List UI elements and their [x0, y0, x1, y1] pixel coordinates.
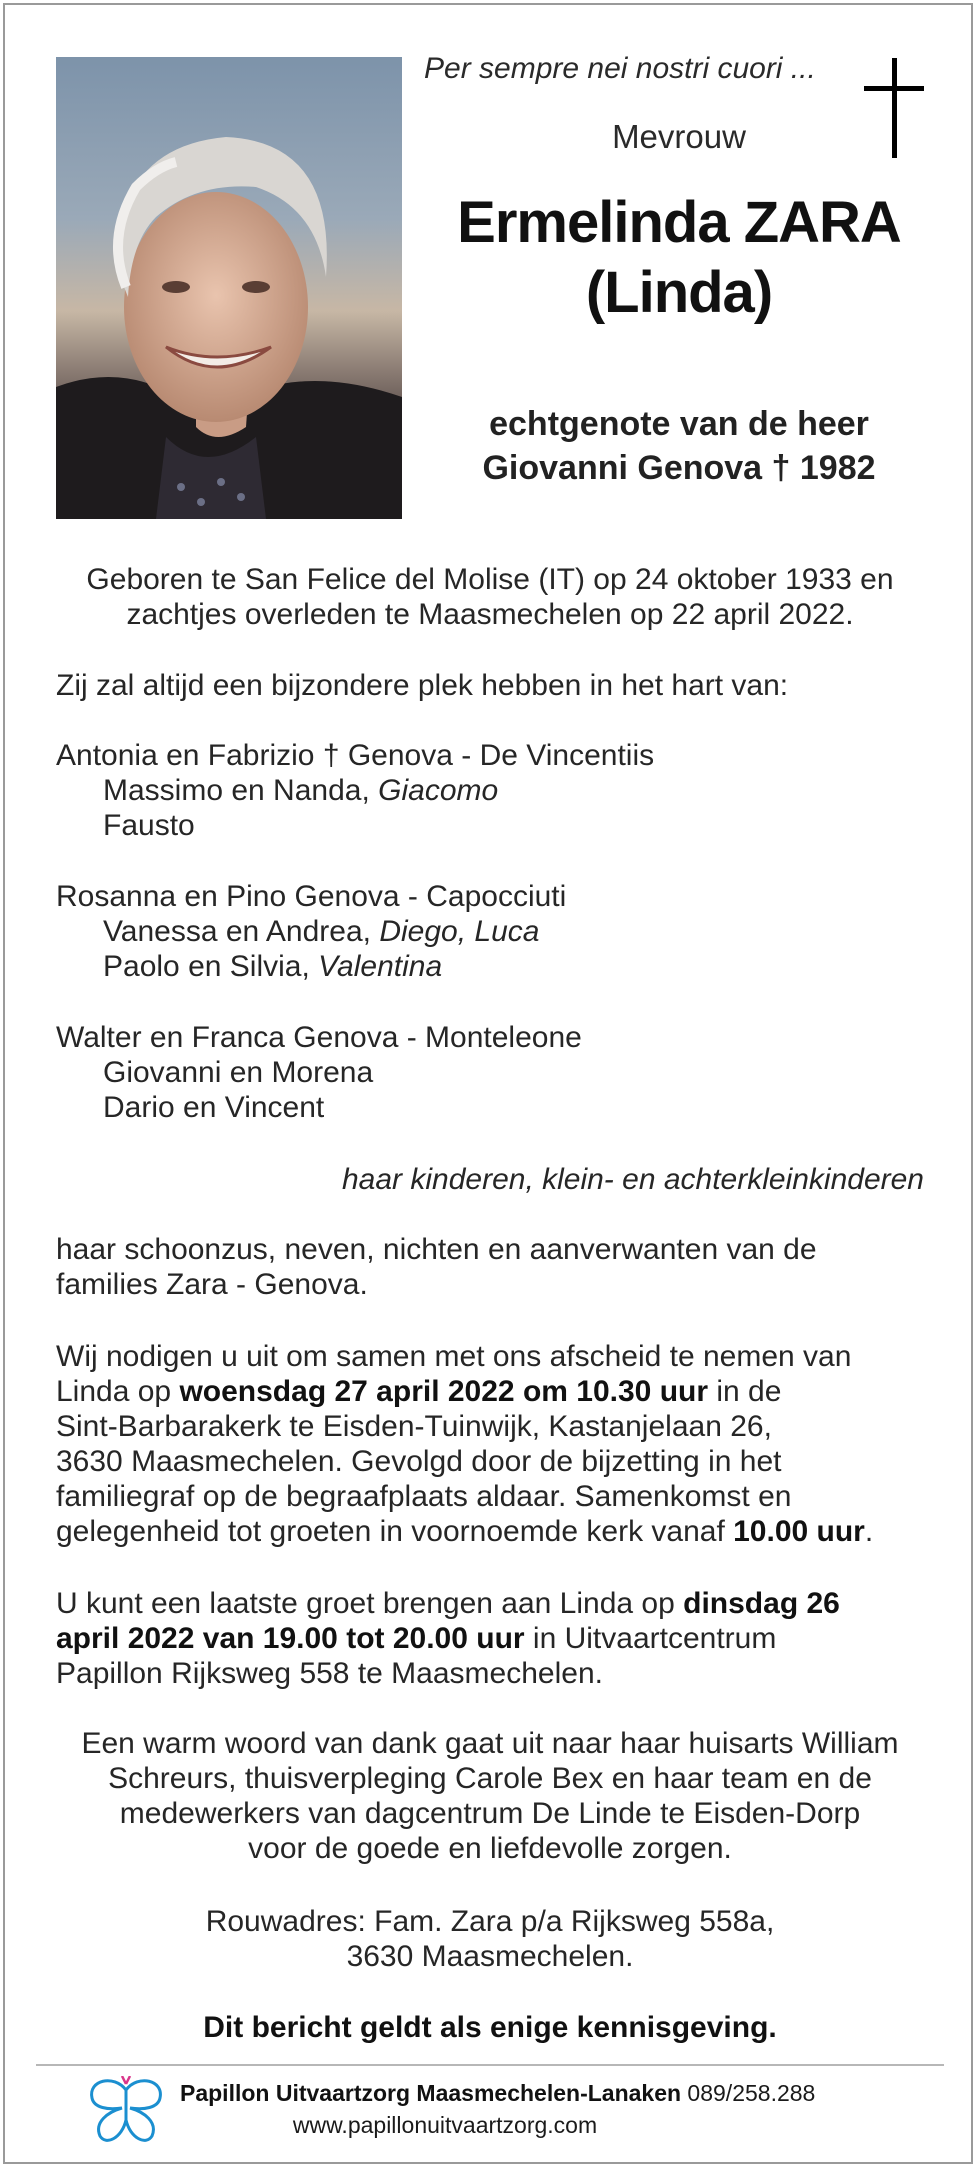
notice-text: Dit bericht geldt als enige kennisgeving.	[203, 2011, 777, 2044]
intro-text: Zij zal altijd een bijzondere plek hebben in het hart van:	[56, 669, 789, 702]
name-line-1: Ermelinda ZARA	[457, 190, 901, 255]
funeral-details: Wij nodigen u uit om samen met ons afscheid te nemen van Linda op woensdag 27 april 2022 om 10.30 uur in de Sint-Barbarakerk te Eisden-Tuinwijk, Kastanjelaan 26, 3630 Maasmechelen. Gevolgd door de bijzetting in het familiegraf op de begraafplaats aldaar. Samenkomst en gelegenheid tot groeten in voornoemde kerk vanaf 10.00 uur.	[56, 1340, 874, 1548]
family-member: Fausto	[103, 809, 195, 842]
motto: Per sempre nei nostri cuori ...	[424, 52, 816, 85]
mourning-address: Rouwadres: Fam. Zara p/a Rijksweg 558a, 3630 Maasmechelen.	[205, 1905, 775, 1973]
phone-number: 089/258.288	[681, 2080, 816, 2106]
family-member: Dario en Vincent	[103, 1091, 325, 1124]
company-name: Papillon Uitvaartzorg Maasmechelen-Lanaken	[180, 2080, 682, 2106]
visitation-details: U kunt een laatste groet brengen aan Linda op dinsdag 26 april 2022 van 19.00 tot 20.00 uur in Uitvaartcentrum Papillon Rijksweg 558 te Maasmechelen.	[56, 1587, 840, 1690]
deceased-name	[424, 188, 934, 328]
family-group-3	[56, 1020, 924, 1125]
family-group-1	[56, 738, 924, 843]
footer-divider	[36, 2064, 944, 2066]
family-head: Rosanna en Pino Genova - Capocciuti	[56, 880, 567, 913]
funeral-home-info	[180, 2080, 940, 2107]
portrait-illustration	[56, 57, 402, 519]
spouse-line-2: Giovanni Genova † 1982	[482, 449, 876, 487]
children-label: haar kinderen, klein- en achterkleinkinderen	[341, 1163, 924, 1196]
family-group-2	[56, 879, 924, 984]
spouse-info	[424, 402, 934, 490]
name-line-2: (Linda)	[585, 260, 773, 325]
family-member: Paolo en Silvia, Valentina	[103, 950, 443, 983]
relatives-text: haar schoonzus, neven, nichten en aanverwanten van de families Zara - Genova.	[56, 1233, 817, 1301]
thanks-text: Een warm woord van dank gaat uit naar haar huisarts William Schreurs, thuisverpleging Carole Bex en haar team en de medewerkers van dagcentrum De Linde te Eisden-Dorp voor de goede en liefdevolle zorgen.	[81, 1727, 899, 1865]
honorific: Mevrouw	[612, 118, 746, 155]
butterfly-logo-icon	[86, 2076, 166, 2146]
family-head: Antonia en Fabrizio † Genova - De Vincentiis	[56, 739, 655, 772]
family-member: Vanessa en Andrea, Diego, Luca	[103, 915, 540, 948]
family-member: Massimo en Nanda, Giacomo	[103, 774, 499, 807]
spouse-line-1: echtgenote van de heer	[489, 405, 869, 443]
family-head: Walter en Franca Genova - Monteleone	[56, 1021, 582, 1054]
family-member: Giovanni en Morena	[103, 1056, 374, 1089]
portrait-photo	[56, 57, 402, 519]
website-link[interactable]: www.papillonuitvaartzorg.com	[292, 2112, 598, 2138]
birth-death-info: Geboren te San Felice del Molise (IT) op 24 oktober 1933 en zachtjes overleden te Maasmechelen op 22 april 2022.	[86, 563, 894, 631]
